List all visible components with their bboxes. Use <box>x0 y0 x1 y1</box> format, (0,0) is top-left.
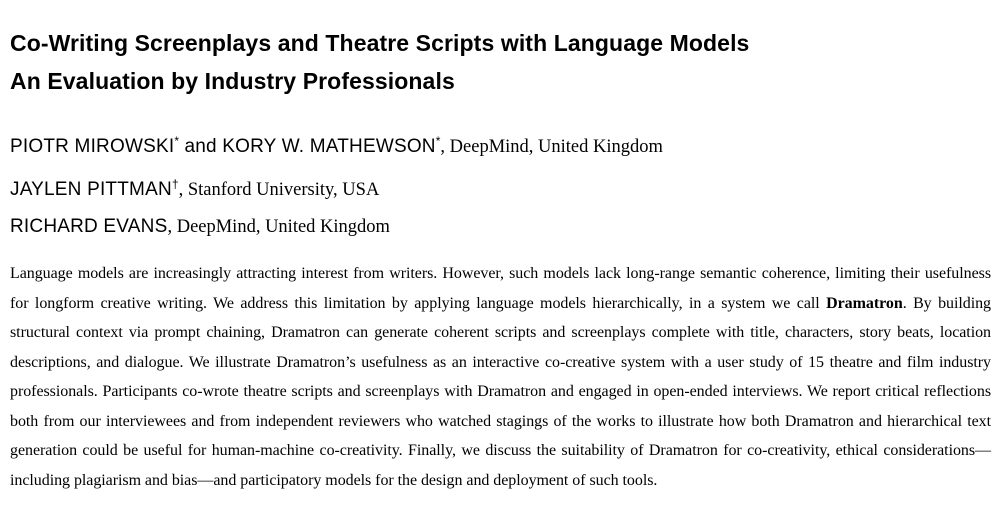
author-name-pittman: JAYLEN PITTMAN <box>10 179 172 200</box>
author-line-3 <box>10 209 991 246</box>
author-footnote-asterisk: * <box>174 134 179 148</box>
author-block <box>10 123 991 246</box>
author-affiliation-deepmind: , DeepMind, United Kingdom <box>167 217 390 237</box>
author-affiliation-deepmind: , DeepMind, United Kingdom <box>440 137 663 157</box>
author-footnote-asterisk: * <box>435 134 441 148</box>
abstract-text-after-bold: . By building structural context via prompt chaining, Dramatron can generate coherent scripts and screenplays complete with title, characters, story beats, location descriptions, and dialogue. We illustrate Dramatron’s usefulness as an interactive co-creative system with a user study of 15 theatre and film industry professionals. Participants co-wrote theatre scripts and screenplays with Dramatron and engaged in open-ended interviews. We report critical reflections both from our interviewees and from independent reviewers who watched stagings of the works to illustrate how both Dramatron and hierarchical text generation could be useful for human-machine co-creativity. Finally, we discuss the suitability of Dramatron for co-creativity, ethical considerations—including plagiarism and bias—and participatory models for the design and deployment of such tools. <box>10 294 992 489</box>
author-affiliation-stanford: , Stanford University, USA <box>178 180 380 200</box>
paper-title <box>10 24 991 100</box>
author-line-1 <box>10 123 991 166</box>
abstract-text-before-bold: Language models are increasingly attracting interest from writers. However, such models lack long-range semantic coherence, limiting their usefulness for longform creative writing. We address this limitation by applying language models hierarchically, in a system we call <box>10 265 991 312</box>
author-conjunction: and <box>178 136 223 157</box>
abstract-paragraph <box>10 259 991 495</box>
author-name-evans: RICHARD EVANS <box>10 216 168 237</box>
author-line-2 <box>10 166 991 209</box>
abstract-bold-system-name: Dramatron <box>826 294 903 312</box>
author-name-mathewson: KORY W. MATHEWSON <box>222 136 436 157</box>
paper-title-line-1: Co-Writing Screenplays and Theatre Scripts with Language Models <box>10 30 750 56</box>
author-footnote-dagger: † <box>171 177 179 191</box>
author-name-mirowski: PIOTR MIROWSKI <box>10 136 175 157</box>
paper-title-line-2: An Evaluation by Industry Professionals <box>10 68 455 94</box>
